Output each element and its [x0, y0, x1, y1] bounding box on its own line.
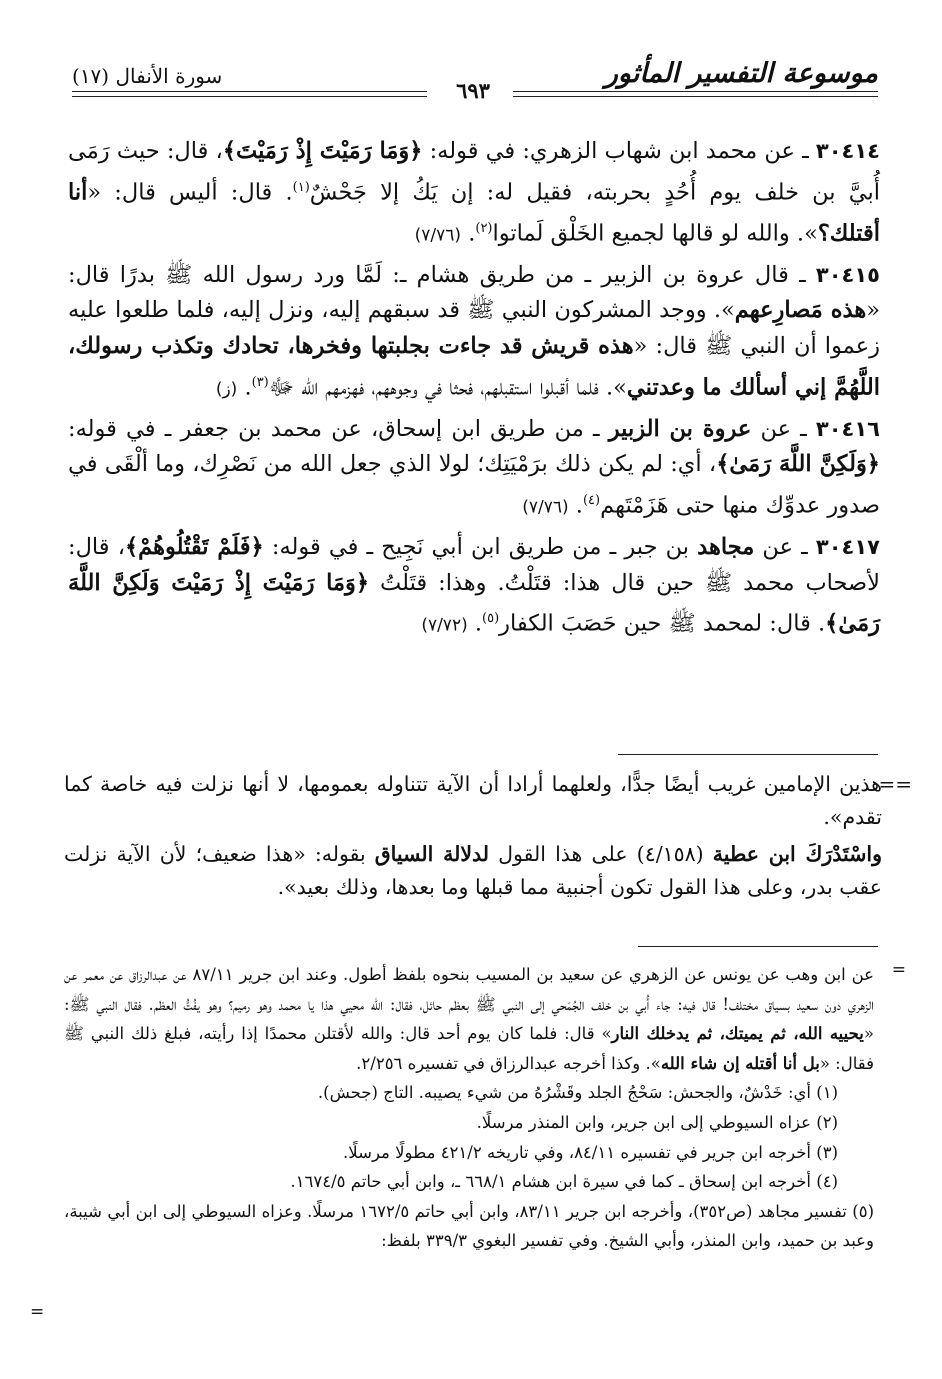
footnote-text: ». وكذا أخرجه عبدالرزاق في تفسيره ٢/٢٥٦. [356, 1053, 661, 1073]
narration-text: ـ من طريق ابن إسحاق، عن محمد بن جعفر ـ في قوله: [68, 415, 609, 442]
commentary-text: (٤/١٥٨) على هذا القول [489, 842, 713, 866]
commentary-paragraph: هذين الإمامين غريب أيضًا جدًّا، ولعلهما أرادا أن الآية تتناوله بعمومها، لا أنها نزلت فيه خاصة كما تقدم». [64, 772, 882, 829]
footnote-continues-marker: = [30, 1302, 45, 1322]
surah-title: سورة الأنفال (١٧) [72, 64, 223, 88]
narration-text: . [237, 374, 252, 401]
volume-reference: (٧/٧٦) [414, 225, 462, 246]
narration-30416 [68, 412, 880, 526]
narration-text: ـ قال عروة بن الزبير ـ من طريق هشام ـ: لَمَّا ورد رسول الله ﷺ بدرًا قال: « [68, 261, 880, 324]
bold-quote: بل أنا أقتله إن شاء الله [660, 1053, 820, 1073]
footnote-marker: (١) [292, 179, 310, 195]
narration-30414 [68, 134, 880, 254]
bold-quote: أنا أقتلك؟ [68, 179, 880, 247]
footnotes [64, 960, 874, 1256]
book-title: موسوعة التفسير المأثور [604, 58, 878, 89]
footnote-marker: (٣) [251, 374, 269, 390]
narration-text: . قال: أليس قال: « [87, 179, 293, 206]
footnote-5: (٥) تفسير مجاهد (ص٣٥٢)، وأخرجه ابن جرير ٨٣/١١، وابن أبي حاتم ١٦٧٢/٥ مرسلًا. وعزاه السيوطي إلى ابن أبي شيبة، وعبد بن حميد، وابن المنذر، وأبي الشيخ. وفي تفسير البغوي ٣٣٩/٣ بلفظ: [64, 1201, 875, 1251]
commentary-continuation [64, 768, 882, 908]
narration-text: بن جبر ـ من طريق ابن أبي نَجِيح ـ في قوله: [263, 533, 698, 560]
header-rule [72, 78, 878, 103]
separator-line [618, 754, 878, 755]
narration-text: . [467, 610, 483, 637]
narration-text: ». فلما أقبلوا استقبلهم، فحثا في وجوههم، فهزمهم الله ﷻ [268, 374, 627, 401]
narration-text: ـ عن [754, 533, 816, 560]
commentary-paragraph [64, 838, 882, 904]
narration-number: ٣٠٤١٥ [815, 262, 880, 287]
bold-term: واسْتَدْرَكَ ابن عطية [712, 842, 882, 866]
page-number: ٦٩٣ [456, 78, 490, 103]
bold-quote: هذه مَصارِعهم [734, 297, 867, 324]
narration-text: . [568, 492, 583, 519]
quran-verse: ﴿وَلَكِنَّ اللَّهَ رَمَىٰ﴾ [716, 451, 880, 478]
narration-30417 [68, 530, 880, 644]
narration-text: ، قال: لأصحاب محمد ﷺ حين قال هذا: قتَلْتُ. وهذا: قتَلْتُ [68, 533, 880, 596]
footnote-continuation-marker: = [891, 960, 906, 980]
footnote-2: (٢) عزاه السيوطي إلى ابن جرير، وابن المنذر مرسلًا. [476, 1112, 838, 1132]
header-rule-right [513, 91, 878, 97]
footnote-separator [638, 946, 878, 947]
footnote-continuation [64, 960, 874, 1078]
narration-text: ، قال: حيث رَمَى أُبيَّ بن خلف يوم أُحُدٍ بحربته، فقيل له: إن يَكُ إلا جَحْشٌ [68, 138, 880, 206]
bold-term: لدلالة السياق [374, 842, 490, 866]
narrator-name: مجاهد [697, 533, 755, 560]
footnote-text: » قال: فلما كان يوم أحد قال: والله لأقتلن محمدًا إذا رأيته، فبلغ ذلك النبي ﷺ فقال: « [64, 1024, 874, 1073]
narration-number: ٣٠٤١٦ [815, 416, 880, 441]
footnote-1: (١) أي: خَدْشٌ، والجحش: سَحْجُ الجلد وقَشْرُهُ من شيء يصيبه. التاج (جحش). [317, 1083, 838, 1103]
bold-quote: هذه قريش قد جاءت بجلبتها وفخرها، تحادك وتكذب رسولك، اللَّهُمَّ إني أسألك ما وعدتني [68, 332, 880, 401]
quran-verse: ﴿وَمَا رَمَيْتَ إِذْ رَمَيْتَ﴾ [222, 138, 423, 164]
narration-text: ـ عن محمد ابن شهاب الزهري: في قوله: [422, 138, 816, 164]
narration-text: ، أي: لم يكن ذلك برَمْيَتِك؛ لولا الذي جعل الله من نَصْرِك، وما ألْقَى في صدور عدوِّك منها حتى هَزَمْتَهم [68, 451, 880, 519]
quran-verse: ﴿وَمَا رَمَيْتَ إِذْ رَمَيْتَ وَلَكِنَّ اللَّهَ رَمَىٰ﴾ [68, 569, 880, 637]
narration-number: ٣٠٤١٧ [815, 534, 880, 559]
bold-quote: يحييه الله، ثم يميتك، ثم يدخلك النار [611, 1024, 864, 1044]
main-text [68, 134, 880, 648]
footnote-marker: (٤) [582, 492, 601, 508]
footnote-text: عن ابن وهب عن يونس عن الزهري عن سعيد بن المسيب بنحوه بلفظ أطول. وعند ابن جرير ٨٧/١١ عن عبدالرزاق عن معمر عن الزهري دون سعيد بسياق مختلف! قال فيه: جاء أُبي بن خلف الجُمَحي إلى النبي ﷺ بعظم حائل، فقال: الله محيي هذا يا محمد وهو رميم؟ وهو يفُتُّ العظم. فقال النبي ﷺ: « [64, 965, 874, 1044]
narration-text: ». ووجد المشركون النبي ﷺ قد سبقهم إليه، ونزل إليه، فلما طلعوا عليه زعموا أن النبي ﷺ قال: « [68, 297, 880, 359]
footnote-marker: (٢) [475, 220, 493, 236]
continuation-marker: == [878, 772, 912, 796]
narrator-name: عروة بن الزبير [608, 415, 752, 442]
narration-30415 [68, 258, 880, 408]
narration-text: . [461, 220, 476, 247]
commentary-text: بقوله: «هذا ضعيف؛ لأن الآية نزلت عقب بدر، وعلى هذا القول تكون أجنبية مما قبلها وما بعدها، وذلك بعيد». [64, 842, 882, 899]
quran-verse: ﴿فَلَمْ تَقْتُلُوهُمْ﴾ [124, 533, 264, 560]
footnote-4: (٤) أخرجه ابن إسحاق ـ كما في سيرة ابن هشام ٦٦٨/١ ـ، وابن أبي حاتم ١٦٧٤/٥. [290, 1172, 838, 1192]
narration-text: . قال: لمحمد ﷺ حين حَصَبَ الكفار [499, 610, 826, 637]
footnote-marker: (٥) [482, 611, 500, 627]
page-header [72, 58, 878, 102]
volume-reference: (٧/٧٦) [522, 497, 569, 518]
volume-reference: (٧/٧٢) [421, 615, 468, 636]
footnote-3: (٣) أخرجه ابن جرير في تفسيره ٨٤/١١، وفي تاريخه ٤٢١/٢ مطولًا مرسلًا. [343, 1142, 838, 1162]
narration-text: ـ عن [751, 415, 816, 442]
header-rule-left [72, 91, 427, 97]
narration-text: ». والله لو قالها لجميع الخَلْق لَماتوا [492, 220, 818, 247]
volume-reference: (ز) [215, 379, 238, 400]
narration-number: ٣٠٤١٤ [815, 139, 880, 163]
